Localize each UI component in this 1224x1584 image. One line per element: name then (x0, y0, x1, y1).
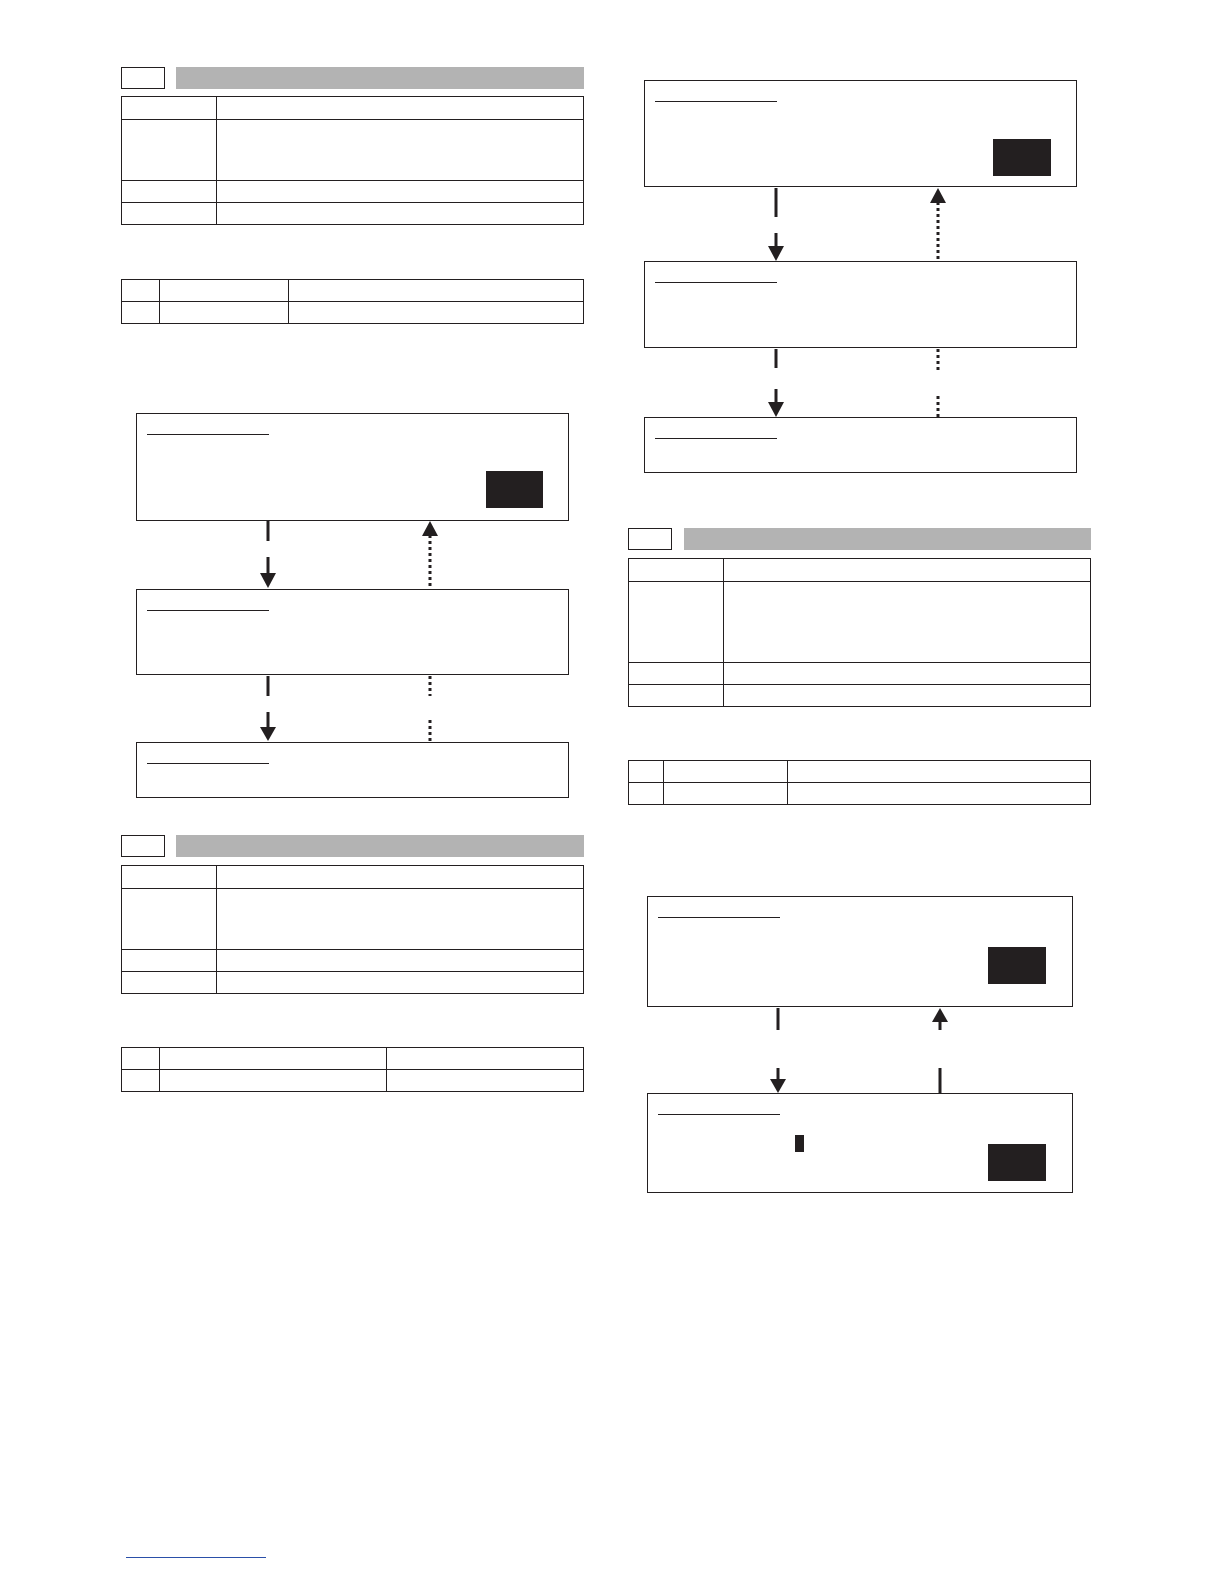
arrow-down-head (768, 246, 784, 261)
arrow-down-head (768, 402, 784, 417)
arrow-up-head (930, 188, 946, 203)
arrow-down-head (260, 727, 276, 741)
arrow-up-head (932, 1008, 948, 1022)
footer-rule (126, 1557, 266, 1558)
arrow-up-head (422, 521, 438, 536)
arrow-down-head (260, 573, 276, 588)
arrow-down-head (770, 1079, 786, 1093)
